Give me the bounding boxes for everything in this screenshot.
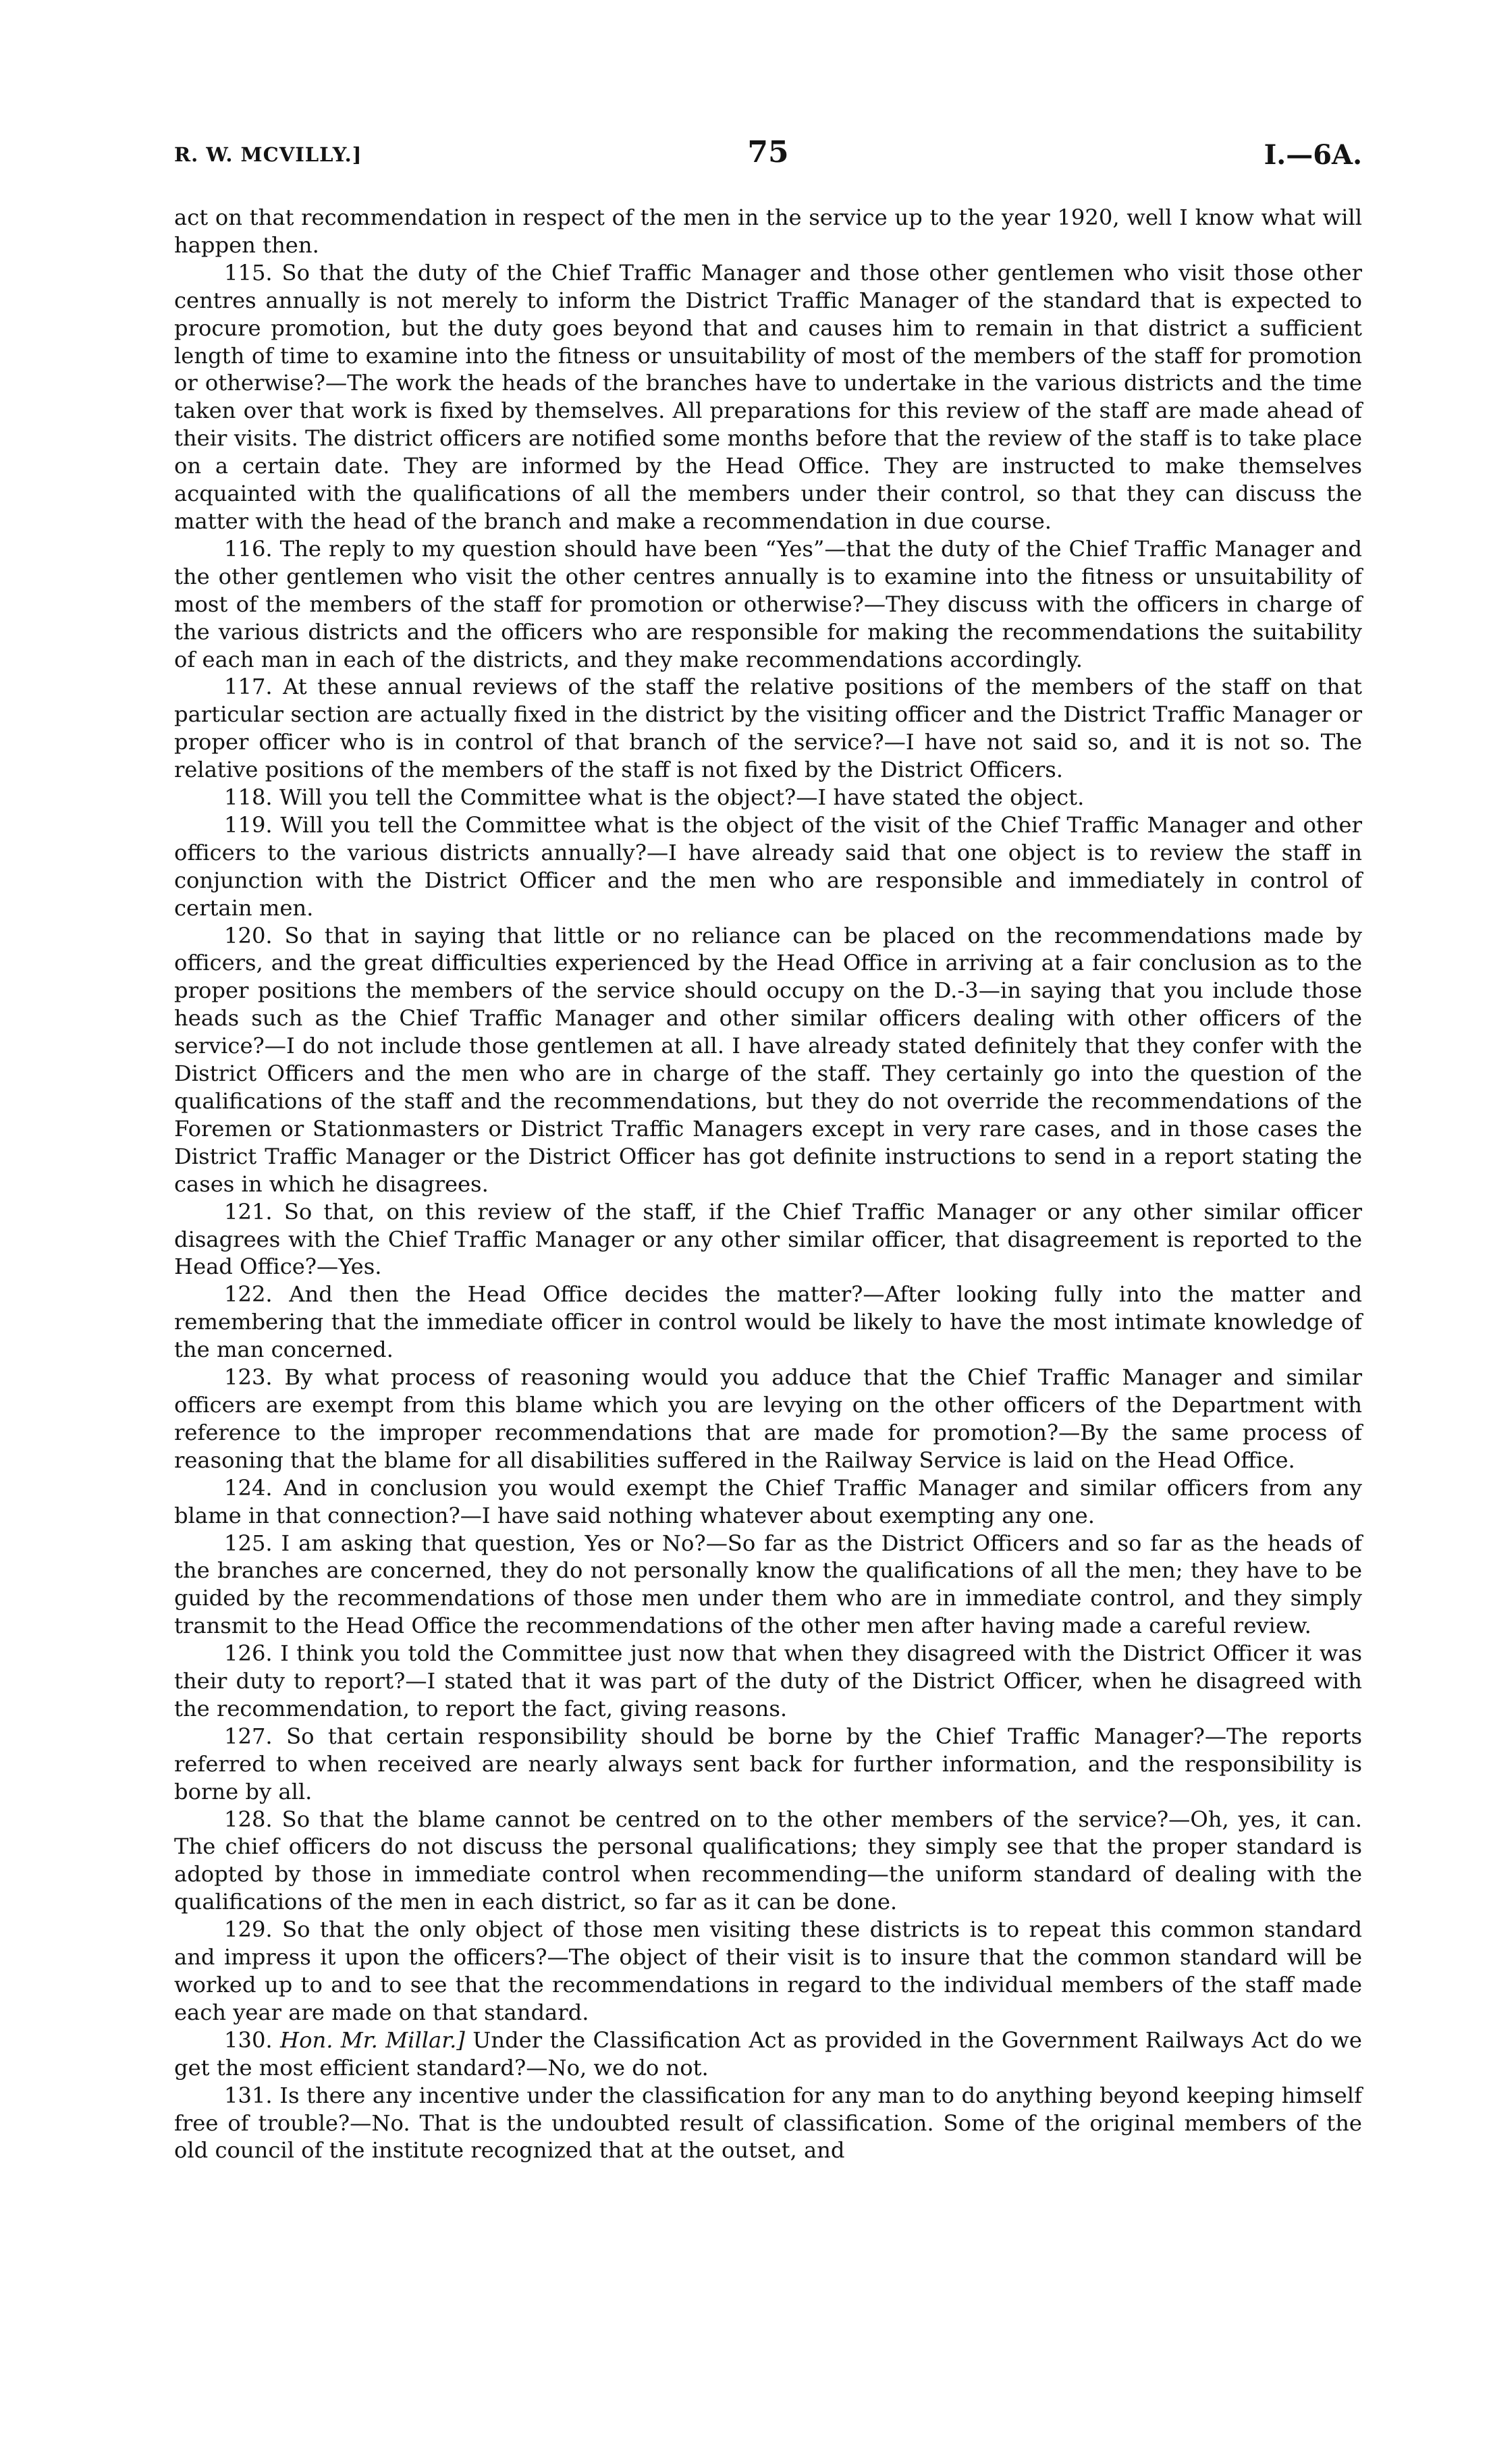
question-131: [174, 2082, 1362, 2165]
question-116: [174, 535, 1362, 674]
question-number: 119.: [224, 811, 273, 838]
question-number: 124.: [224, 1474, 273, 1501]
question-119: [174, 811, 1362, 922]
question-124: [174, 1474, 1362, 1530]
paragraph-text: I think you told the Committee just now that when they disagreed with the District Officer it was their duty to report?—I stated that it was part of the duty of the District Officer, when he disagreed with the recommendation, to report the fact, giving reasons.: [174, 1640, 1362, 1721]
question-number: 118.: [224, 784, 273, 811]
question-number: 127.: [224, 1723, 273, 1749]
question-126: [174, 1640, 1362, 1723]
question-130: [174, 2027, 1362, 2082]
paragraph-text: Under the Classification Act as provided in the Government Railways Act do we get the most efficient standard?—No, we do not.: [174, 2027, 1362, 2081]
question-number: 131.: [224, 2082, 273, 2108]
question-120: [174, 922, 1362, 1198]
paragraph-text: So that in saying that little or no reliance can be placed on the recommendations made by officers, and the great difficulties experienced by the Head Office in arriving at a fair conclusion as to the proper positions the members of the service should occupy on the D.-3—in saying that you include those heads such as the Chief Traffic Manager and other similar officers dealing with other officers of the service?—I do not include those gentlemen at all. I have already stated definitely that they confer with the District Officers and the men who are in charge of the staff. They certainly go into the question of the qualifications of the staff and the recommendations, but they do not override the recommendations of the Foremen or Stationmasters or District Traffic Managers except in very rare cases, and in those cases the District Traffic Manager or the District Officer has got definite instructions to send in a report stating the cases in which he disagrees.: [174, 922, 1363, 1197]
question-122: [174, 1281, 1362, 1364]
speaker-name: Hon. Mr. Millar.]: [280, 2027, 465, 2053]
question-number: 116.: [224, 535, 273, 562]
document-reference: I.—6A.: [1264, 139, 1362, 171]
question-117: [174, 673, 1362, 784]
question-118: [174, 784, 1362, 811]
question-number: 121.: [224, 1198, 273, 1225]
paragraph-text: So that the duty of the Chief Traffic Manager and those other gentlemen who visit those other centres annually is not merely to inform the District Traffic Manager of the standard that is expected to procure promotion, but the duty goes beyond that and causes him to remain in that district a sufficient length of time to examine into the fitness or unsuitability of most of the members of the staff for promotion or otherwise?—The work the heads of the branches have to undertake in the various districts and the time taken over that work is fixed by themselves. All preparations for this review of the staff are made ahead of their visits. The district officers are notified some months before that the review of the staff is to take place on a certain date. They are informed by the Head Office. They are instructed to make themselves acquainted with the qualifications of all the members under their control, so that they can discuss the matter with the head of the branch and make a recommendation in due course.: [174, 259, 1362, 534]
paragraph-text: act on that recommendation in respect of the men in the service up to the year 1920, well I know what will happen then.: [174, 205, 1362, 258]
question-123: [174, 1364, 1362, 1474]
question-115: [174, 259, 1362, 535]
paragraph-continuation: [174, 204, 1362, 259]
paragraph-text: So that the blame cannot be centred on to the other members of the service?—Oh, yes, it can. The chief officers do not discuss the personal qualifications; they simply see that the proper standard is adopted by those in immediate control when recommending—the uniform standard of dealing with the qualifications of the men in each district, so far as it can be done.: [174, 1806, 1363, 1915]
question-number: 126.: [224, 1640, 273, 1667]
paragraph-text: By what process of reasoning would you adduce that the Chief Traffic Manager and similar officers are exempt from this blame which you are levying on the other officers of the Department with reference to the improper recommendations that are made for promotion?—By the same process of reasoning that the blame for all disabilities suffered in the Railway Service is laid on the Head Office.: [174, 1364, 1362, 1473]
question-121: [174, 1198, 1362, 1281]
question-number: 128.: [224, 1806, 273, 1832]
paragraph-text: And in conclusion you would exempt the Chief Traffic Manager and similar officers from any blame in that connection?—I have said nothing whatever about exempting any one.: [174, 1474, 1362, 1528]
question-128: [174, 1806, 1362, 1917]
question-129: [174, 1916, 1362, 2027]
question-number: 125.: [224, 1530, 273, 1556]
paragraph-text: Is there any incentive under the classification for any man to do anything beyond keeping himself free of trouble?—No. That is the undoubted result of classification. Some of the original members of the old council of the institute recognized that at the outset, and: [174, 2082, 1363, 2164]
paragraph-text: Will you tell the Committee what is the object of the visit of the Chief Traffic Manager and other officers to the various districts annually?—I have already said that one object is to review the staff in conjunction with the District Officer and the men who are responsible and immediately in control of certain men.: [174, 811, 1362, 921]
question-number: 122.: [224, 1281, 273, 1308]
paragraph-text: So that, on this review of the staff, if the Chief Traffic Manager or any other similar officer disagrees with the Chief Traffic Manager or any other similar officer, that disagreement is reported to the Head Office?—Yes.: [174, 1198, 1362, 1280]
paragraph-text: I am asking that question, Yes or No?—So far as the District Officers and so far as the heads of the branches are concerned, they do not personally know the qualifications of all the men; they have to be guided by the recommendations of those men under them who are in immediate control, and they simply transmit to the Head Office the recommendations of the other men after having made a careful review.: [174, 1530, 1362, 1639]
question-127: [174, 1723, 1362, 1806]
paragraph-text: Will you tell the Committee what is the object?—I have stated the object.: [279, 784, 1085, 811]
question-number: 117.: [224, 674, 273, 700]
paragraph-text: The reply to my question should have been “Yes”—that the duty of the Chief Traffic Manager and the other gentlemen who visit the other centres annually is to examine into the fitness or unsuitability of most of the members of the staff for promotion or otherwise?—They discuss with the officers in charge of the various districts and the officers who are responsible for making the recommendations the suitability of each man in each of the districts, and they make recommendations accordingly.: [174, 535, 1362, 672]
question-number: 120.: [224, 922, 273, 948]
question-number: 123.: [224, 1364, 273, 1391]
page-number: 75: [747, 135, 789, 169]
question-number: 129.: [224, 1917, 273, 1943]
transcript-body: [174, 204, 1362, 2164]
paragraph-text: And then the Head Office decides the matter?—After looking fully into the matter and remembering that the immediate officer in control would be likely to have the most intimate knowledge of the man concerned.: [174, 1281, 1362, 1363]
question-number: 115.: [224, 259, 273, 286]
witness-name: R. W. MCVILLY.]: [174, 143, 362, 166]
question-125: [174, 1530, 1362, 1640]
question-number: 130.: [224, 2027, 273, 2053]
paragraph-text: So that certain responsibility should be borne by the Chief Traffic Manager?—The reports referred to when received are nearly always sent back for further information, and the responsibility is borne by all.: [174, 1723, 1363, 1804]
page-header: [174, 135, 1362, 182]
paragraph-text: So that the only object of those men visiting these districts is to repeat this common standard and impress it upon the officers?—The object of their visit is to insure that the common standard will be worked up to and to see that the recommendations in regard to the individual members of the staff made each year are made on that standard.: [174, 1917, 1363, 2025]
paragraph-text: At these annual reviews of the staff the relative positions of the members of the staff on that particular section are actually fixed in the district by the visiting officer and the District Traffic Manager or proper officer who is in control of that branch of the service?—I have not said so, and it is not so. The relative positions of the members of the staff is not fixed by the District Officers.: [174, 674, 1362, 783]
